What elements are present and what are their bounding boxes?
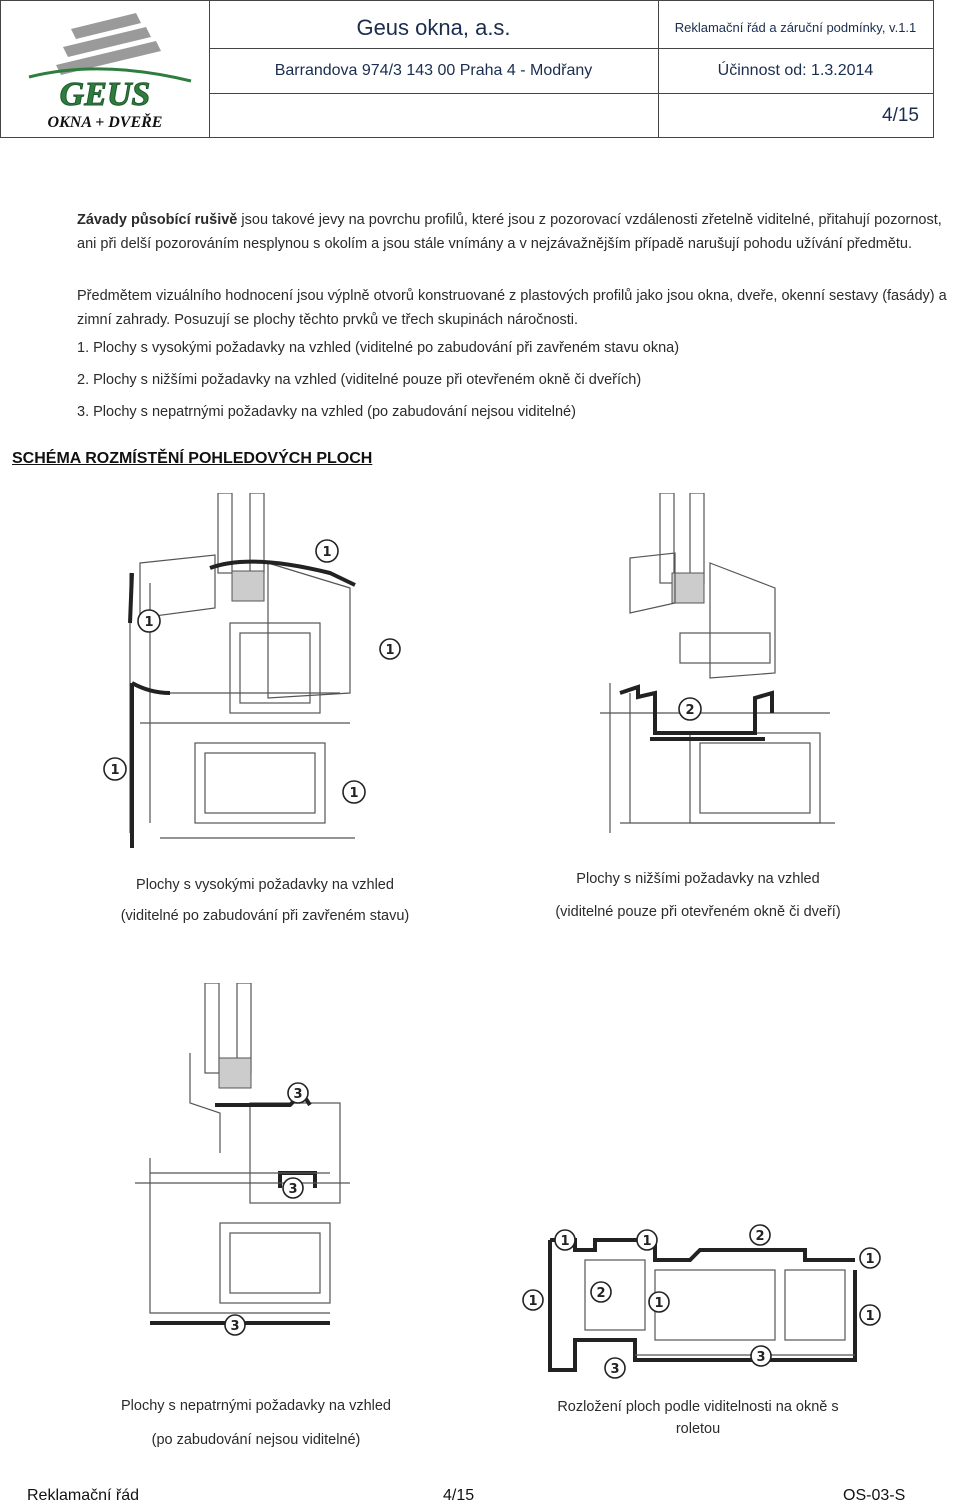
- svg-text:2: 2: [755, 1229, 765, 1244]
- company-logo: [1, 1, 210, 137]
- document-header: [0, 0, 934, 138]
- svg-text:2: 2: [685, 703, 695, 718]
- svg-text:3: 3: [230, 1319, 240, 1334]
- profile-drawing-1-marker: [378, 637, 402, 661]
- marker-3b: [283, 1178, 303, 1198]
- marker-1d: [104, 758, 126, 780]
- page-number: 4/15: [882, 105, 919, 126]
- figure-2-caption-line-1: Plochy s nižšími požadavky na vzhled: [576, 871, 820, 887]
- svg-text:2: 2: [596, 1286, 606, 1301]
- marker-4b: [637, 1230, 657, 1250]
- figure-4-caption-line-2: roletou: [675, 1421, 721, 1437]
- intro-paragraph-2: Předmětem vizuálního hodnocení jsou výplně otvorů konstruované z plastových profilů jako jsou okna, dveře, okenní sestavy (fasády) a zimní zahrady. Posuzují se plochy těchto prvků ve třech skupinách náročnosti.: [77, 288, 947, 328]
- figure-1-caption-line-1: Plochy s vysokými požadavky na vzhled: [136, 877, 394, 893]
- svg-text:1: 1: [865, 1309, 875, 1324]
- marker-4a: [555, 1230, 575, 1250]
- svg-text:1: 1: [865, 1252, 875, 1267]
- svg-text:1: 1: [144, 615, 154, 630]
- marker-4g: [649, 1292, 669, 1312]
- profile-drawing-3: [130, 983, 370, 1353]
- figure-3-caption-line-1: Plochy s nepatrnými požadavky na vzhled: [120, 1398, 391, 1414]
- group-item-2: 2. Plochy s nižšími požadavky na vzhled (viditelné pouze při otevřeném okně či dveřích): [77, 372, 642, 388]
- profile-drawing-1: [100, 493, 380, 853]
- svg-text:1: 1: [654, 1296, 664, 1311]
- section-title: SCHÉMA ROZMÍSTĚNÍ POHLEDOVÝCH PLOCH: [12, 450, 373, 467]
- marker-4e: [523, 1290, 543, 1310]
- footer-page: 4/15: [443, 1487, 475, 1504]
- svg-text:1: 1: [349, 786, 359, 801]
- document-title: Reklamační řád a záruční podmínky, v.1.1: [674, 20, 917, 35]
- figure-2-caption-line-2: (viditelné pouze při otevřeném okně či dveří): [555, 904, 841, 920]
- intro-paragraph-1-text: jsou takové jevy na povrchu profilů, které jsou z pozorovací vzdálenosti zřetelně viditelné, přitahují pozornost, ani při delší pozorováním nesplynou s okolím a jsou stále vnímány a v nejzávažnějším případě narušují pohodu užívání předmětu.: [77, 212, 942, 252]
- group-item-1: 1. Plochy s vysokými požadavky na vzhled (viditelné po zabudování při zavřeném stavu okna): [77, 340, 680, 356]
- profile-drawing-4: [515, 1210, 885, 1385]
- figure-1-caption-line-2: (viditelné po zabudování při zavřeném stavu): [120, 908, 410, 924]
- svg-text:3: 3: [293, 1087, 303, 1102]
- svg-text:3: 3: [288, 1182, 298, 1197]
- header-middle: [209, 1, 659, 137]
- footer-left: Reklamační řád: [27, 1487, 140, 1504]
- marker-1a: [316, 540, 338, 562]
- marker-3c: [225, 1315, 245, 1335]
- svg-text:1: 1: [385, 643, 395, 658]
- logo-tagline-text: OKNA + DVEŘE: [47, 114, 163, 131]
- marker-4c: [750, 1225, 770, 1245]
- svg-text:1: 1: [110, 763, 120, 778]
- logo-graphic: [1, 1, 209, 137]
- marker-1b: [138, 610, 160, 632]
- figure-4-caption-line-1: Rozložení ploch podle viditelnosti na okně s: [557, 1399, 839, 1415]
- logo-brand-text: GEUS: [59, 76, 151, 113]
- marker-4i: [605, 1358, 625, 1378]
- svg-text:3: 3: [756, 1350, 766, 1365]
- company-address: Barrandova 974/3 143 00 Praha 4 - Modřany: [274, 62, 593, 79]
- footer-code: OS-03-S: [843, 1487, 906, 1504]
- svg-text:3: 3: [610, 1362, 620, 1377]
- intro-bold-term: Závady působící rušivě: [77, 212, 238, 228]
- svg-text:1: 1: [528, 1294, 538, 1309]
- figure-3-caption-line-2: (po zabudování nejsou viditelné): [151, 1432, 361, 1448]
- profile-drawing-2: [590, 493, 850, 843]
- svg-text:1: 1: [560, 1234, 570, 1249]
- header-right: [658, 1, 933, 137]
- marker-3a: [288, 1083, 308, 1103]
- marker-1e: [343, 781, 365, 803]
- svg-text:1: 1: [642, 1234, 652, 1249]
- effective-date: Účinnost od: 1.3.2014: [717, 62, 874, 79]
- svg-text:1: 1: [322, 545, 332, 560]
- marker-4d: [860, 1248, 880, 1268]
- marker-2a: [679, 698, 701, 720]
- marker-4h: [860, 1305, 880, 1325]
- group-item-3: 3. Plochy s nepatrnými požadavky na vzhled (po zabudování nejsou viditelné): [77, 404, 576, 420]
- company-name: Geus okna, a.s.: [356, 15, 511, 40]
- intro-paragraph-1: [77, 209, 957, 256]
- marker-4f: [591, 1282, 611, 1302]
- marker-4j: [751, 1346, 771, 1366]
